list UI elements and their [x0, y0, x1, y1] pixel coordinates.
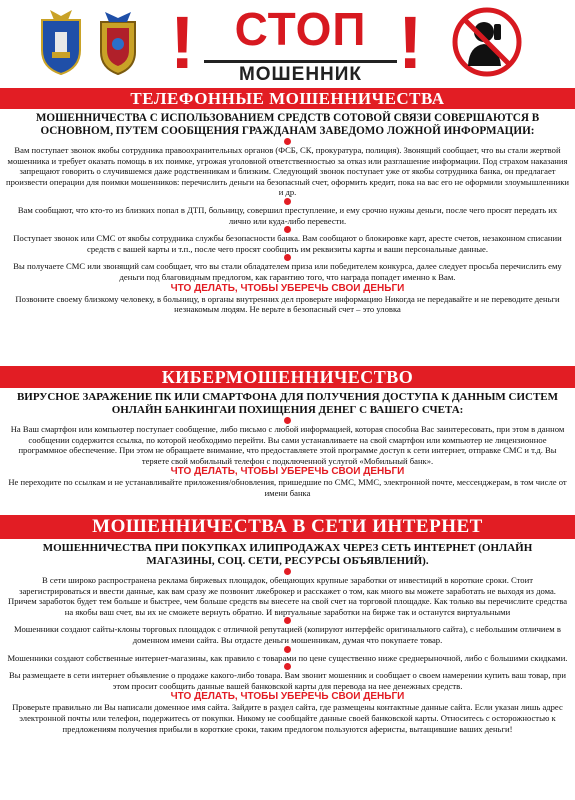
- paragraph: Мошенники создают собственные интернет-магазины, как правило с товарами по цене существенно ниже среднерыночной, либо с большими скидками.: [7, 652, 568, 663]
- paragraph: Мошенники создают сайты-клоны торговых площадок с отличной репутацией (копируют интерфейс оригинального сайта), с небольшим отличием в доменном имени сайта. Вы отдасте деньги мошенникам, думая что покупаете товар.: [14, 624, 561, 645]
- paragraph: Вам поступает звонок якобы сотрудника правоохранительных органов (ФСБ, СК, прокуратура, полиция). Звонящий сообщает, что вы стали жертвой мошенника и требует оказать помощь в их поимке, угрожая уголовной ответственностью за отказ или разглашение информации. Под страхом наказания запрещают говорить о случившемся даже родственникам и близким. Следующий звонок поступает уже от якобы сотрудника банка, он предлагает произвести операции для поимки мошенников: перечислить деньги на безопасный счет, оформить кредит, пока на вас его не оформили злоумышленники и др.: [6, 145, 569, 198]
- section-title: МОШЕННИЧЕСТВА В СЕТИ ИНТЕРНЕТ: [0, 515, 575, 539]
- police-emblem-icon: [38, 6, 84, 76]
- section-cyber-fraud: [0, 366, 575, 499]
- what-to-do-heading: ЧТО ДЕЛАТЬ, ЧТОБЫ УБЕРЕЧЬ СВОИ ДЕНЬГИ: [170, 691, 405, 703]
- section-lead: МОШЕННИЧЕСТВА С ИСПОЛЬЗОВАНИЕМ СРЕДСТВ СОТОВОЙ СВЯЗИ СОВЕРШАЮТСЯ В ОСНОВНОМ, ПУТЕМ СООБЩЕНИЯ ГРАЖДАНАМ ЗАВЕДОМО ЛОЖНОЙ ИНФОРМАЦИИ:: [35, 112, 540, 137]
- section-title: ТЕЛЕФОННЫЕ МОШЕННИЧЕСТВА: [0, 88, 575, 109]
- section-title: КИБЕРМОШЕННИЧЕСТВО: [0, 366, 575, 388]
- what-to-do-heading: ЧТО ДЕЛАТЬ, ЧТОБЫ УБЕРЕЧЬ СВОИ ДЕНЬГИ: [170, 466, 405, 478]
- section-lead: МОШЕННИЧЕСТВА ПРИ ПОКУПКАХ ИЛИПРОДАЖАХ ЧЕРЕЗ СЕТЬ ИНТЕРНЕТ (ОНЛАЙН МАГАЗИНЫ, СОЦ. СЕТИ, РЕСУРСЫ ОБЪЯВЛЕНИЙ).: [42, 542, 533, 567]
- poster-title: СТОП: [234, 3, 367, 55]
- bullet-dot-icon: [284, 254, 291, 261]
- advice-text: Проверьте правильно ли Вы написали доменное имя сайта. Зайдите в раздел сайта, где размещены контактные данные сайта. Если указан лишь адрес электронной почты или телефон, подержитесь от покупки. Никому не сообщайте данные своей банковской карты. Относитесь с осторожностью к предложениям получения прибыли в короткие сроки, таким предлогом пользуются аферисты, вытащившие ваших деньги!: [12, 702, 563, 734]
- bullet-dot-icon: [284, 198, 291, 205]
- paragraph: В сети широко распространена реклама биржевых площадок, обещающих крупные заработки от инвестиций в короткие сроки. Стоит зарегистрироваться и ввести данные, как вам сразу же позвонит лжеброкер и расскажет о том, как много вы можете заработать не выходя из дома. Причем заработок будет тем больше и быстрее, чем больше средств вы внесете на свой счет на торговой площадке. Как только вы перечислите средства на якобы ваш счет, вы их не сможете вернуть обратно. И виртуальные заработки на бирже так и останутся виртуальными: [7, 575, 568, 617]
- no-phone-icon: [451, 6, 523, 78]
- bullet-dot-icon: [284, 226, 291, 233]
- exclamation-mark-left: !: [170, 1, 195, 84]
- what-to-do-heading: ЧТО ДЕЛАТЬ, ЧТОБЫ УБЕРЕЧЬ СВОИ ДЕНЬГИ: [170, 282, 405, 294]
- bullet-dot-icon: [284, 568, 291, 575]
- advice-text: Не переходите по ссылкам и не устанавливайте приложения/обновления, пришедшие по СМС, ММС, электронной почте, мессенджерам, в том числе от имени банка: [8, 477, 567, 498]
- paragraph: Вы размещаете в сети интернет объявление о продаже какого-либо товара. Вам звонит мошенник и сообщает о своем намерении купить ваш товар, при этом просит сообщить данные вашей банковской карты для перевода на нее денежных средств.: [8, 670, 567, 691]
- section-phone-fraud: [0, 88, 575, 315]
- exclamation-mark-right: !: [398, 1, 423, 84]
- paragraph: Поступает звонок или СМС от якобы сотрудника службы безопасности банка. Вам сообщают о блокировке карт, аресте счетов, незаконном списании средств с вашей карты и т.п., после чего просят сообщить им реквизиты карты и ваши персональные данные.: [13, 233, 562, 254]
- advice-text: Позвоните своему близкому человеку, в больницу, в органы внутренних дел проверьте информацию Никогда не передавайте и не переводите деньги незнакомым людям. Не верьте в безопасный счет – это уловка: [15, 293, 560, 315]
- paragraph: На Ваш смартфон или компьютер поступает сообщение, либо письмо с любой информацией, которая способна Вас заинтересовать, при этом в данном сообщении содержится ссылка, по которой необходимо перейти. Вы сами устанавливаете на свой смартфон или компьютер не лицензионное программное обеспечение. При этом не обращаете внимание, что предоставляете этой программе доступ к сети интернет, отправке СМС и т.д. Вы теряете свой мобильный телефон с подключенной услугой «Мобильный банк».: [10, 424, 565, 466]
- section-internet-fraud: [0, 515, 575, 734]
- bullet-dot-icon: [284, 617, 291, 624]
- bullet-dot-icon: [284, 417, 291, 424]
- section-lead: ВИРУСНОЕ ЗАРАЖЕНИЕ ПК ИЛИ СМАРТФОНА ДЛЯ ПОЛУЧЕНИЯ ДОСТУПА К ДАННЫМ СИСТЕМ ОНЛАЙН БАНКИНГАИ ПОХИЩЕНИЯ ДЕНЕГ С ВАШЕГО СЧЕТА:: [16, 391, 559, 416]
- bullet-dot-icon: [284, 138, 291, 145]
- poster-header: [0, 0, 575, 88]
- poster-subtitle: МОШЕННИК: [204, 60, 397, 86]
- paragraph: Вы получаете СМС или звонящий сам сообщает, что вы стали обладателем приза или победителем конкурса, далее следует просьба перечислить ему деньги под благовидным предлогом, как гарантию того, что награда попадет именно к Вам.: [13, 261, 562, 282]
- paragraph: Вам сообщают, что кто-то из близких попал в ДТП, больницу, совершил преступление, и ему срочно нужны деньги, после чего просят передать их лично или куда-либо перевести.: [17, 204, 558, 226]
- coat-of-arms-icon: [95, 6, 141, 76]
- bullet-dot-icon: [284, 663, 291, 670]
- bullet-dot-icon: [284, 646, 291, 653]
